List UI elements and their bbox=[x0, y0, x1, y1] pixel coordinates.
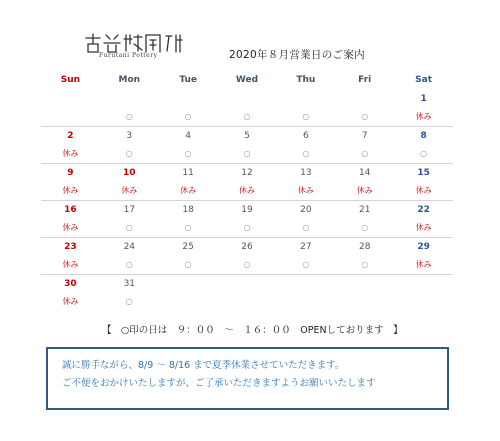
open-mark: ○ bbox=[184, 112, 192, 121]
open-mark: ○ bbox=[361, 112, 369, 121]
day-number: 17 bbox=[123, 205, 136, 215]
closed-label: 休み bbox=[415, 260, 432, 269]
day-number bbox=[335, 275, 394, 293]
day-number: 13 bbox=[300, 168, 312, 178]
calendar-week bbox=[41, 163, 453, 200]
week-dates bbox=[41, 238, 453, 256]
open-mark: ○ bbox=[302, 223, 310, 232]
holiday-notice bbox=[46, 347, 449, 410]
calendar-weeks bbox=[41, 90, 453, 311]
day-number bbox=[218, 90, 277, 108]
day-number: 18 bbox=[182, 205, 194, 215]
closed-label: 休み bbox=[239, 186, 255, 195]
day-number: 11 bbox=[182, 168, 194, 178]
day-number: 23 bbox=[64, 242, 77, 252]
week-status bbox=[41, 182, 453, 200]
day-number: 4 bbox=[185, 131, 192, 141]
open-mark: ○ bbox=[243, 112, 251, 121]
closed-label: 休み bbox=[356, 186, 373, 195]
day-number: 9 bbox=[67, 168, 74, 178]
day-number: 3 bbox=[126, 131, 133, 141]
open-mark: ○ bbox=[243, 223, 251, 232]
week-status bbox=[41, 256, 453, 274]
open-mark bbox=[394, 293, 453, 311]
notice-line-2: ご不便をおかけいたしますが、ご了承いただきますようお願いいたします bbox=[62, 378, 376, 389]
week-dates bbox=[41, 90, 453, 108]
closed-label: 休み bbox=[180, 186, 197, 195]
day-number: 22 bbox=[417, 205, 430, 215]
open-mark: ○ bbox=[125, 297, 133, 306]
day-number: 30 bbox=[64, 279, 77, 289]
day-number: 27 bbox=[300, 242, 312, 252]
closed-label: 休み bbox=[62, 186, 79, 195]
weekday-thu: Thu bbox=[296, 75, 316, 85]
brand-logo-mark bbox=[84, 32, 184, 54]
day-number: 24 bbox=[123, 242, 136, 252]
closed-label: 休み bbox=[415, 186, 432, 195]
calendar-week bbox=[41, 200, 453, 237]
open-mark bbox=[41, 108, 100, 126]
day-number: 1 bbox=[420, 94, 427, 104]
day-number: 19 bbox=[241, 205, 253, 215]
open-mark: ○ bbox=[302, 112, 310, 121]
open-mark: ○ bbox=[125, 260, 133, 269]
open-mark: ○ bbox=[184, 223, 192, 232]
day-number: 2 bbox=[67, 131, 74, 141]
day-number: 28 bbox=[359, 242, 371, 252]
open-mark: ○ bbox=[361, 223, 369, 232]
day-number bbox=[41, 90, 100, 108]
weekday-sun: Sun bbox=[60, 75, 81, 85]
day-number bbox=[218, 275, 277, 293]
day-number bbox=[159, 275, 218, 293]
day-number bbox=[276, 275, 335, 293]
week-status bbox=[41, 219, 453, 237]
calendar-week bbox=[41, 237, 453, 274]
weekday-header bbox=[41, 70, 453, 90]
open-mark: ○ bbox=[243, 149, 251, 158]
weekday-tue: Tue bbox=[179, 75, 197, 85]
calendar-week bbox=[41, 90, 453, 126]
day-number: 6 bbox=[303, 131, 309, 141]
closed-label: 休み bbox=[62, 260, 79, 269]
page-title: 2020年８月営業日のご案内 bbox=[229, 49, 365, 61]
day-number: 7 bbox=[361, 131, 368, 141]
closed-label: 休み bbox=[297, 186, 314, 195]
closed-label: 休み bbox=[62, 297, 79, 306]
open-mark: ○ bbox=[184, 149, 192, 158]
open-mark: ○ bbox=[361, 149, 369, 158]
day-number: 12 bbox=[241, 168, 253, 178]
weekday-wed: Wed bbox=[235, 75, 259, 85]
open-mark: ○ bbox=[243, 260, 251, 269]
calendar bbox=[41, 70, 453, 311]
day-number: 16 bbox=[64, 205, 77, 215]
open-mark: ○ bbox=[125, 223, 133, 232]
week-dates bbox=[41, 164, 453, 182]
day-number: 25 bbox=[182, 242, 194, 252]
day-number: 29 bbox=[417, 242, 430, 252]
day-number: 10 bbox=[123, 168, 136, 178]
day-number: 21 bbox=[359, 205, 371, 215]
open-mark: ○ bbox=[125, 149, 133, 158]
brand-subtitle: Furutani Pottery bbox=[99, 52, 158, 59]
week-status bbox=[41, 293, 453, 311]
day-number: 26 bbox=[241, 242, 253, 252]
weekday-fri: Fri bbox=[358, 75, 372, 85]
calendar-week bbox=[41, 274, 453, 311]
week-status bbox=[41, 145, 453, 163]
day-number: 14 bbox=[359, 168, 371, 178]
week-dates bbox=[41, 275, 453, 293]
day-number bbox=[276, 90, 335, 108]
open-mark bbox=[276, 293, 335, 311]
closed-label: 休み bbox=[121, 186, 138, 195]
week-status bbox=[41, 108, 453, 126]
closed-label: 休み bbox=[415, 223, 432, 232]
day-number: 20 bbox=[300, 205, 312, 215]
open-mark bbox=[335, 293, 394, 311]
open-mark: ○ bbox=[420, 149, 428, 158]
open-mark: ○ bbox=[302, 149, 310, 158]
open-mark: ○ bbox=[125, 112, 133, 121]
week-dates bbox=[41, 127, 453, 145]
open-mark: ○ bbox=[184, 260, 192, 269]
open-mark: ○ bbox=[361, 260, 369, 269]
day-number bbox=[159, 90, 218, 108]
open-mark bbox=[159, 293, 218, 311]
notice-line-1: 誠に勝手ながら、8/9 ～ 8/16 まで夏季休業させていただきます。 bbox=[62, 360, 345, 371]
day-number: 31 bbox=[123, 279, 136, 289]
closed-label: 休み bbox=[62, 149, 79, 158]
day-number: 15 bbox=[417, 168, 430, 178]
closed-label: 休み bbox=[62, 223, 79, 232]
weekday-sat: Sat bbox=[415, 75, 433, 85]
open-mark: ○ bbox=[302, 260, 310, 269]
week-dates bbox=[41, 201, 453, 219]
day-number bbox=[335, 90, 394, 108]
weekday-mon: Mon bbox=[118, 75, 141, 85]
day-number: 5 bbox=[244, 131, 250, 141]
calendar-week bbox=[41, 126, 453, 163]
day-number bbox=[394, 275, 453, 293]
closed-label: 休み bbox=[415, 112, 432, 121]
business-hours-note: 【 ○印の日は ９：００ ～ １６：００ OPENしております 】 bbox=[102, 325, 403, 336]
day-number: 8 bbox=[420, 131, 427, 141]
day-number bbox=[100, 90, 159, 108]
open-mark bbox=[218, 293, 277, 311]
